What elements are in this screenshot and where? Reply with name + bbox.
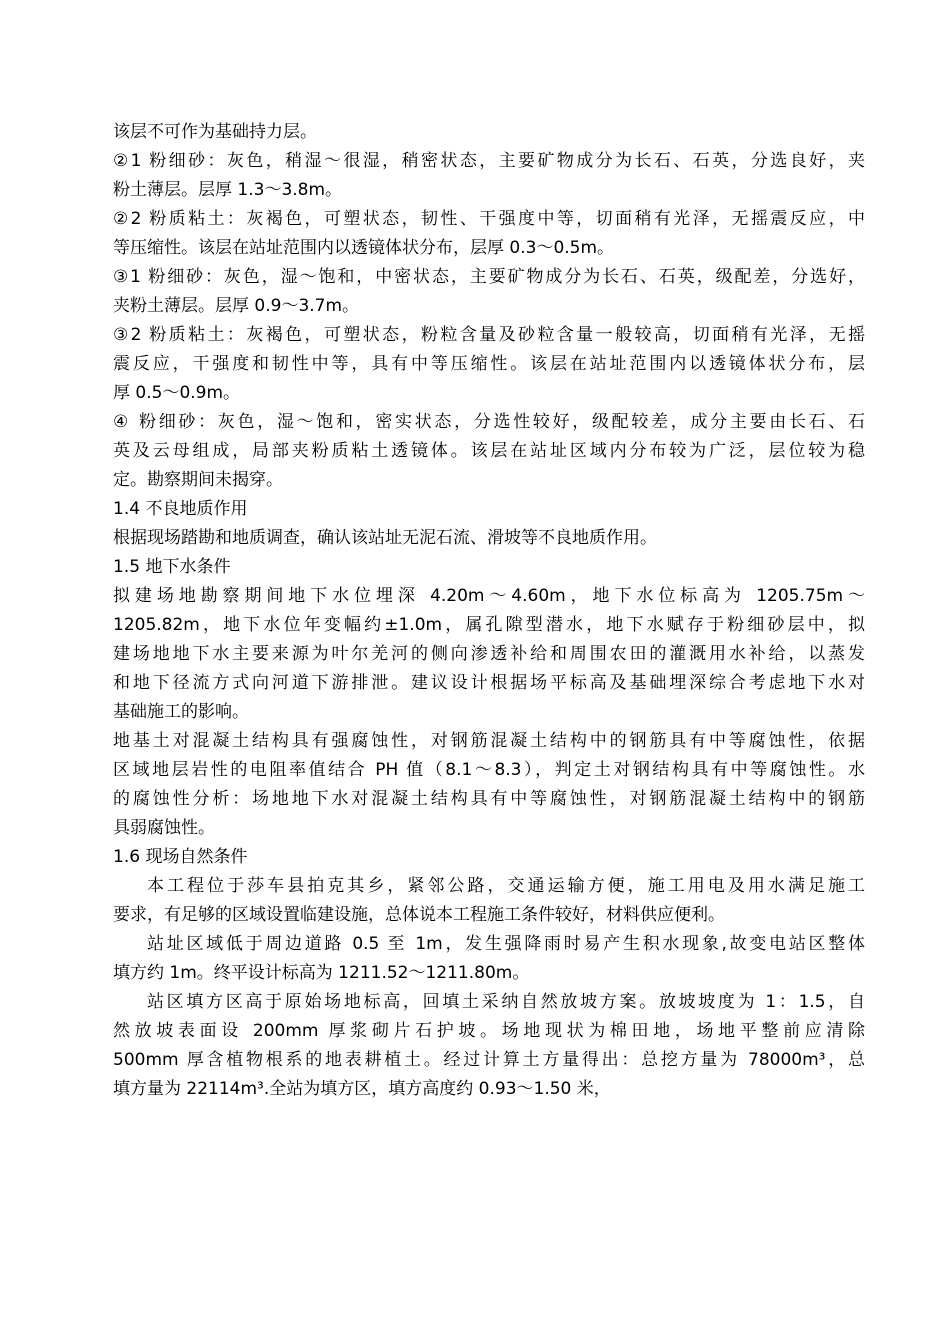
section-heading: 1.4 不良地质作用 — [113, 499, 248, 519]
text-line: ③1 粉细砂：灰色，湿～饱和，中密状态，主要矿物成分为长石、石英，级配差，分选好， — [113, 267, 865, 287]
text-line: 站址区域低于周边道路 0.5 至 1m，发生强降雨时易产生积水现象,故变电站区整体 — [147, 934, 865, 954]
text-line: 的腐蚀性分析：场地地下水对混凝土结构具有中等腐蚀性，对钢筋混凝土结构中的钢筋 — [113, 789, 865, 809]
text-line: 该层不可作为基础持力层。 — [113, 122, 317, 142]
text-line: 基础施工的影响。 — [113, 702, 249, 722]
text-line: 填方约 1m。终平设计标高为 1211.52～1211.80m。 — [113, 963, 530, 983]
section-heading: 1.5 地下水条件 — [113, 557, 231, 577]
text-line: 厚 0.5～0.9m。 — [113, 383, 241, 403]
text-line: 定。勘察期间未揭穿。 — [113, 470, 283, 490]
text-line: 站区填方区高于原始场地标高，回填土采纳自然放坡方案。放坡坡度为 1：1.5，自 — [147, 992, 865, 1012]
text-line: 地基土对混凝土结构具有强腐蚀性，对钢筋混凝土结构中的钢筋具有中等腐蚀性，依据 — [113, 731, 865, 751]
text-line: 具弱腐蚀性。 — [113, 818, 215, 838]
text-line: 等压缩性。该层在站址范围内以透镜体状分布，层厚 0.3～0.5m。 — [113, 238, 615, 258]
text-line: ④ 粉细砂：灰色，湿～饱和，密实状态，分选性较好，级配较差，成分主要由长石、石 — [113, 412, 865, 432]
section-heading: 1.6 现场自然条件 — [113, 847, 248, 867]
text-line: ②2 粉质粘土：灰褐色，可塑状态，韧性、干强度中等，切面稍有光泽，无摇震反应，中 — [113, 209, 865, 229]
text-line: 然放坡表面设 200mm 厚浆砌片石护坡。场地现状为棉田地，场地平整前应清除 — [113, 1021, 865, 1041]
text-line: 夹粉土薄层。层厚 0.9～3.7m。 — [113, 296, 360, 316]
text-line: 拟建场地勘察期间地下水位埋深 4.20m～4.60m，地下水位标高为 1205.75m～ — [113, 586, 865, 606]
text-line: 和地下径流方式向河道下游排泄。建议设计根据场平标高及基础埋深综合考虑地下水对 — [113, 673, 865, 693]
document-body — [113, 118, 865, 1104]
text-line: 粉土薄层。层厚 1.3～3.8m。 — [113, 180, 343, 200]
text-line: 要求，有足够的区域设置临建设施，总体说本工程施工条件较好，材料供应便利。 — [113, 905, 725, 925]
text-line: 根据现场踏勘和地质调查，确认该站址无泥石流、滑坡等不良地质作用。 — [113, 528, 657, 548]
text-line: 1205.82m，地下水位年变幅约±1.0m，属孔隙型潜水，地下水赋存于粉细砂层中，拟 — [113, 615, 865, 635]
text-line: ③2 粉质粘土：灰褐色，可塑状态，粉粒含量及砂粒含量一般较高，切面稍有光泽，无摇 — [113, 325, 865, 345]
text-line: 填方量为 22114m³.全站为填方区，填方高度约 0.93～1.50 米， — [113, 1079, 611, 1099]
text-line: 本工程位于莎车县拍克其乡，紧邻公路，交通运输方便，施工用电及用水满足施工 — [147, 876, 865, 896]
text-line: 500mm 厚含植物根系的地表耕植土。经过计算土方量得出：总挖方量为 78000m³，总 — [113, 1050, 865, 1070]
text-line: 区域地层岩性的电阻率值结合 PH 值（8.1～8.3），判定土对钢结构具有中等腐蚀性。水 — [113, 760, 865, 780]
text-line: 建场地地下水主要来源为叶尔羌河的侧向渗透补给和周围农田的灌溉用水补给，以蒸发 — [113, 644, 865, 664]
text-line: 震反应，干强度和韧性中等，具有中等压缩性。该层在站址范围内以透镜体状分布，层 — [113, 354, 865, 374]
text-line: ②1 粉细砂：灰色，稍湿～很湿，稍密状态，主要矿物成分为长石、石英，分选良好，夹 — [113, 151, 865, 171]
text-line: 英及云母组成，局部夹粉质粘土透镜体。该层在站址区域内分布较为广泛，层位较为稳 — [113, 441, 865, 461]
